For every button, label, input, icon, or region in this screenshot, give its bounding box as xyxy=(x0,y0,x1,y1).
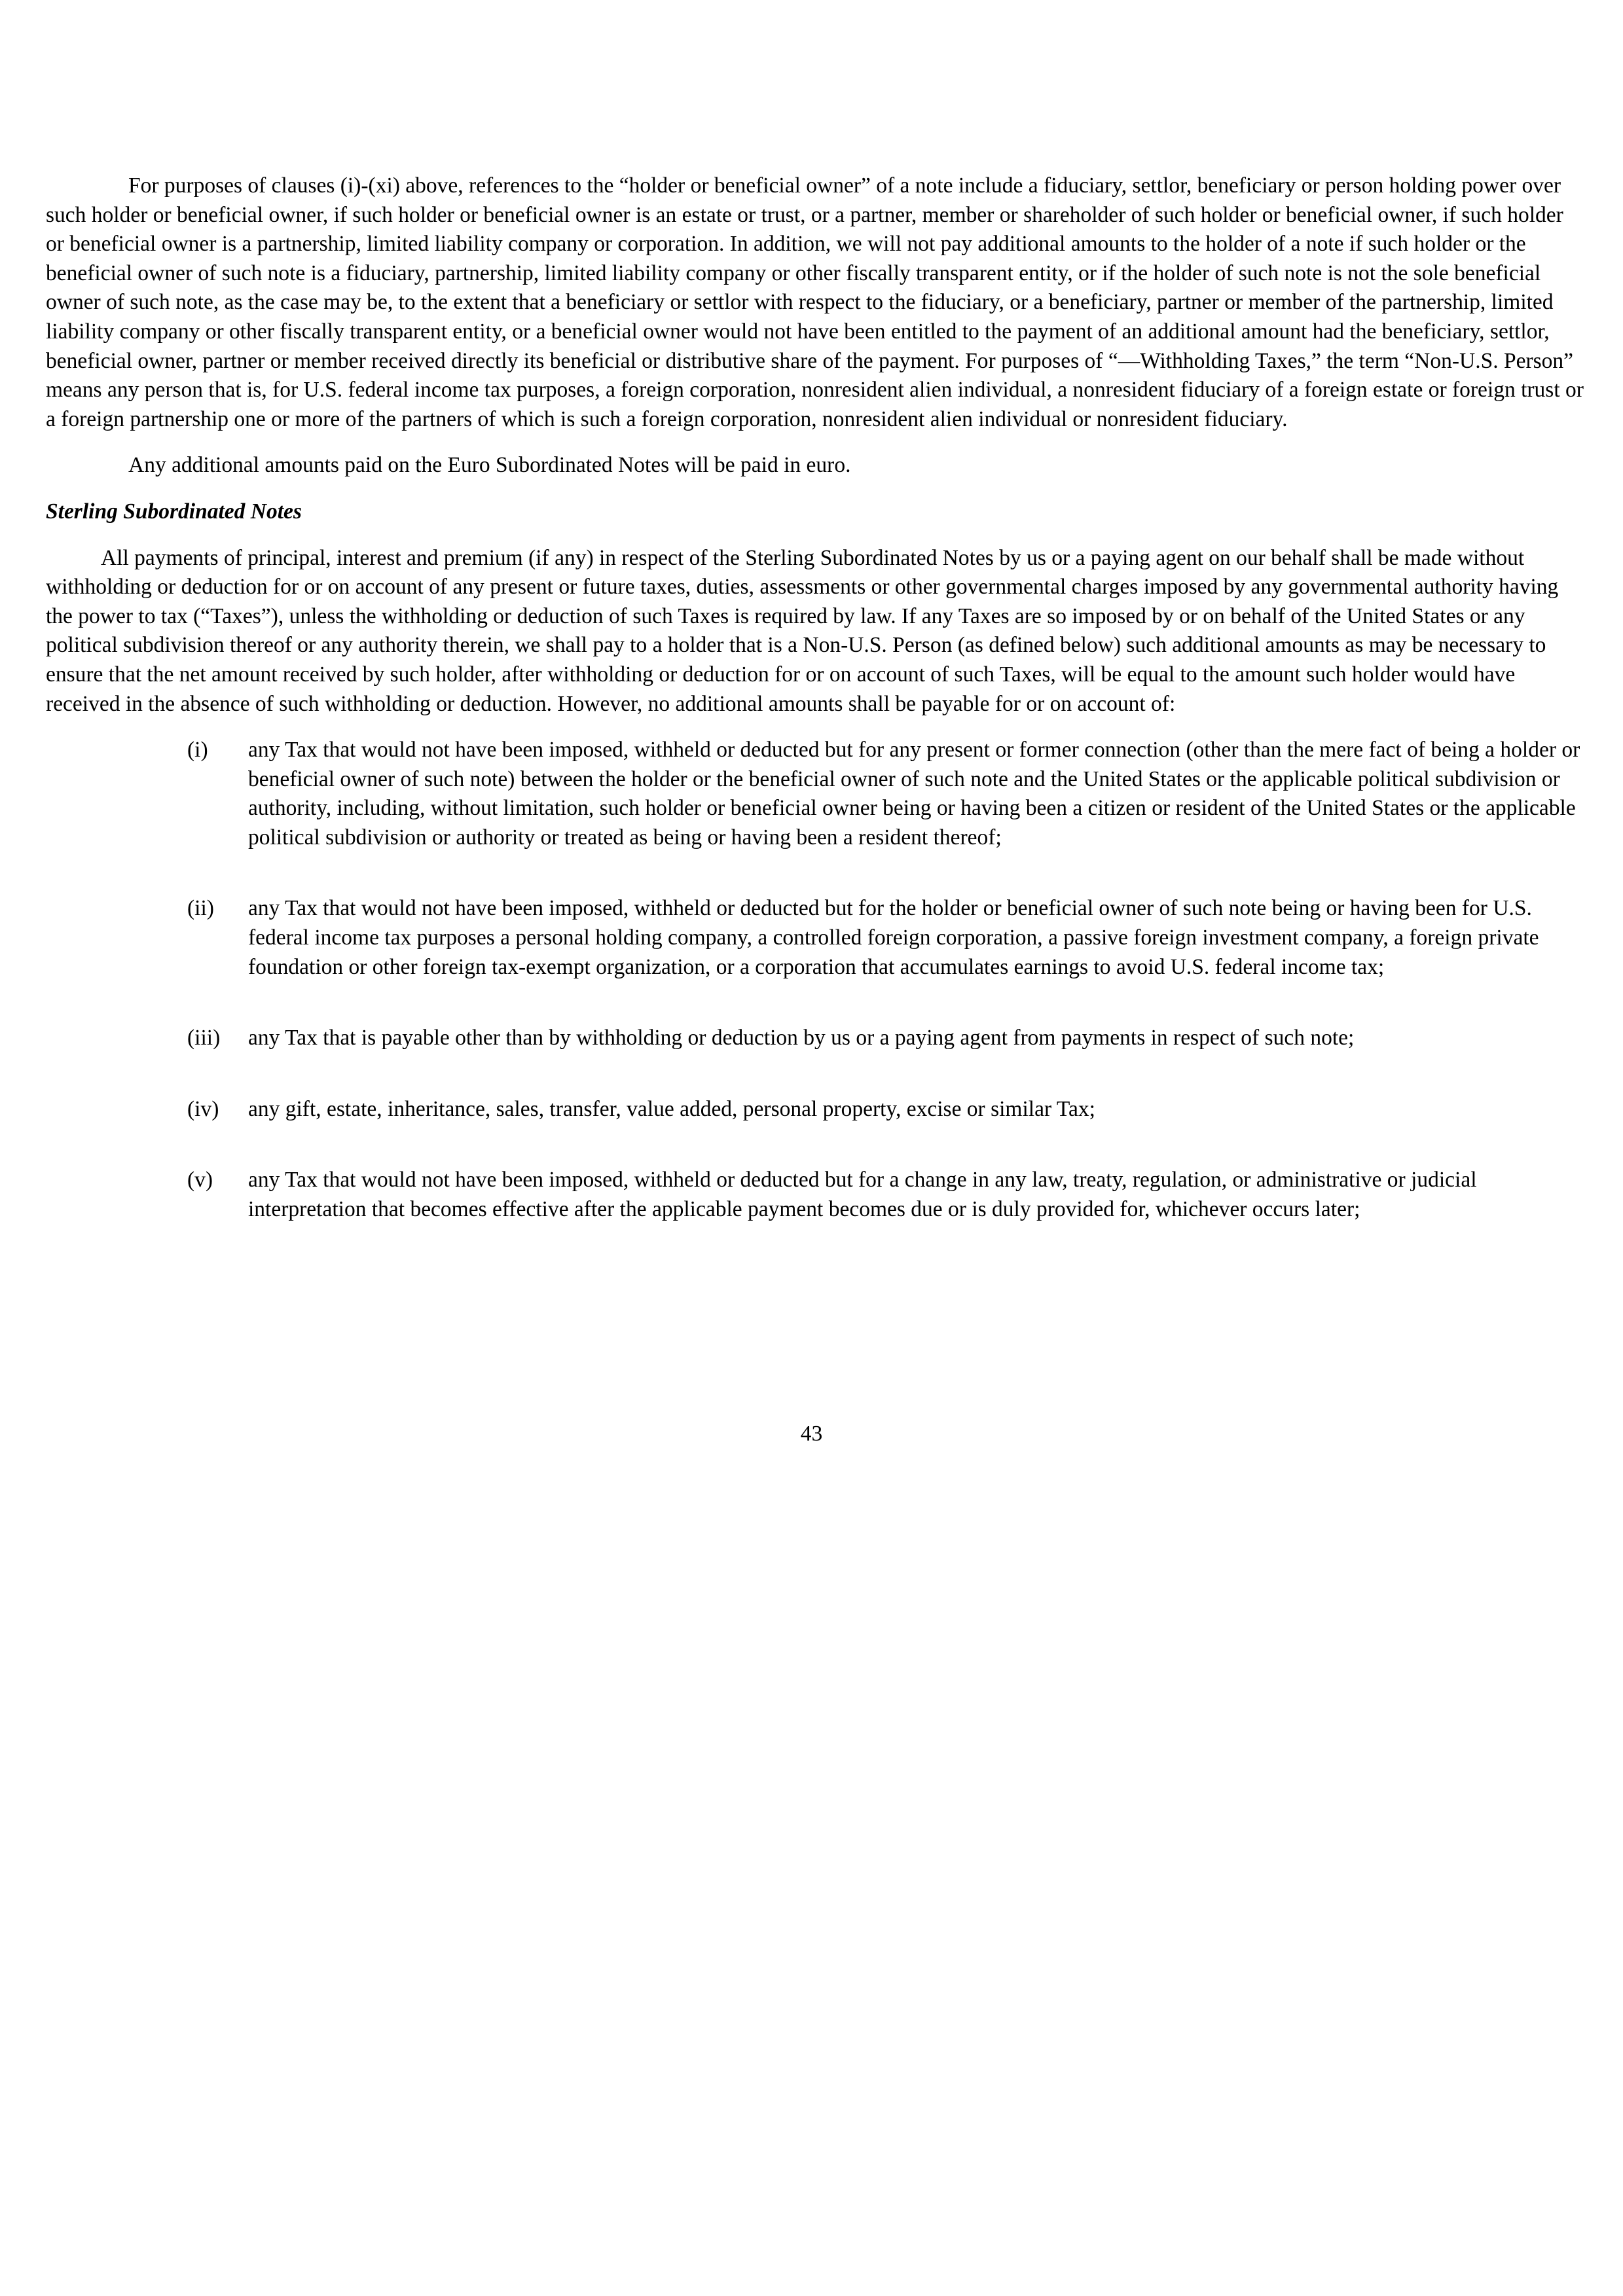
list-item-number: (v) xyxy=(187,1168,213,1193)
list-item-number: (iii) xyxy=(187,1026,221,1050)
list-item xyxy=(187,1095,1584,1124)
section-heading: Sterling Subordinated Notes xyxy=(46,499,302,524)
list-item-text: any Tax that would not have been imposed, withheld or deducted but for any present or former connection (other than the mere fact of being a holder or beneficial owner of such note) between the holder or the beneficial owner of such note and the United States or the applicable political subdivision or authority, including, without limitation, such holder or beneficial owner being or having been a citizen or resident of the United States or the applicable political subdivision or authority or treated as being or having been a resident thereof; xyxy=(248,738,1580,850)
list-item xyxy=(187,894,1584,982)
list-item-text: any gift, estate, inheritance, sales, transfer, value added, personal property, excise or similar Tax; xyxy=(248,1096,1095,1121)
paragraph-sterling-payments: All payments of principal, interest and premium (if any) in respect of the Sterling Subordinated Notes by us or a paying agent on our behalf shall be made without withholding or deduction for or on account of any present or future taxes, duties, assessments or other governmental charges imposed by any governmental authority having the power to tax (“Taxes”), unless the withholding or deduction of such Taxes is required by law. If any Taxes are so imposed by or on behalf of the United States or any political subdivision thereof or any authority therein, we shall pay to a holder that is a Non-U.S. Person (as defined below) such additional amounts as may be necessary to ensure that the net amount received by such holder, after withholding or deduction for or on account of such Taxes, will be equal to the amount such holder would have received in the absence of such withholding or deduction. However, no additional amounts shall be payable for or on account of: xyxy=(46,545,1559,716)
document-body xyxy=(46,171,1584,1225)
list-item xyxy=(187,1024,1584,1053)
list-item-text: any Tax that is payable other than by withholding or deduction by us or a paying agent from payments in respect of such note; xyxy=(248,1026,1355,1050)
list-item-text: any Tax that would not have been imposed, withheld or deducted but for a change in any law, treaty, regulation, or administrative or judicial interpretation that becomes effective after the applicable payment becomes due or is duly provided for, whichever occurs later; xyxy=(248,1168,1477,1222)
list-item-number: (ii) xyxy=(187,896,214,921)
paragraph-holder-definition: For purposes of clauses (i)-(xi) above, references to the “holder or beneficial owner” of a note include a fiduciary, settlor, beneficiary or person holding power over such holder or beneficial owner, if such holder or beneficial owner is an estate or trust, or a partner, member or shareholder of such holder or beneficial owner, if such holder or beneficial owner is a partnership, limited liability company or corporation. In addition, we will not pay additional amounts to the holder of a note if such holder or the beneficial owner of such note is a fiduciary, partnership, limited liability company or other fiscally transparent entity, or if the holder of such note is not the sole beneficial owner of such note, as the case may be, to the extent that a beneficiary or settlor with respect to the fiduciary, or a beneficiary, partner or member of the partnership, limited liability company or other fiscally transparent entity, or a beneficial owner would not have been entitled to the payment of an additional amount had the beneficiary, settlor, beneficial owner, partner or member received directly its beneficial or distributive share of the payment. For purposes of “—Withholding Taxes,” the term “Non-U.S. Person” means any person that is, for U.S. federal income tax purposes, a foreign corporation, nonresident alien individual, a nonresident fiduciary of a foreign estate or foreign trust or a foreign partnership one or more of the partners of which is such a foreign corporation, nonresident alien individual or nonresident fiduciary. xyxy=(46,173,1584,431)
list-item xyxy=(187,1166,1584,1224)
list-item-number: (i) xyxy=(187,738,208,762)
list-item xyxy=(187,736,1584,852)
list-item-number: (iv) xyxy=(187,1096,219,1121)
page-number: 43 xyxy=(800,1422,823,1446)
list-item-text: any Tax that would not have been imposed, withheld or deducted but for the holder or beneficial owner of such note being or having been for U.S. federal income tax purposes a personal holding company, a controlled foreign corporation, a passive foreign investment company, a foreign private foundation or other foreign tax-exempt organization, or a corporation that accumulates earnings to avoid U.S. federal income tax; xyxy=(248,896,1539,979)
paragraph-euro-payment: Any additional amounts paid on the Euro Subordinated Notes will be paid in euro. xyxy=(128,453,851,478)
